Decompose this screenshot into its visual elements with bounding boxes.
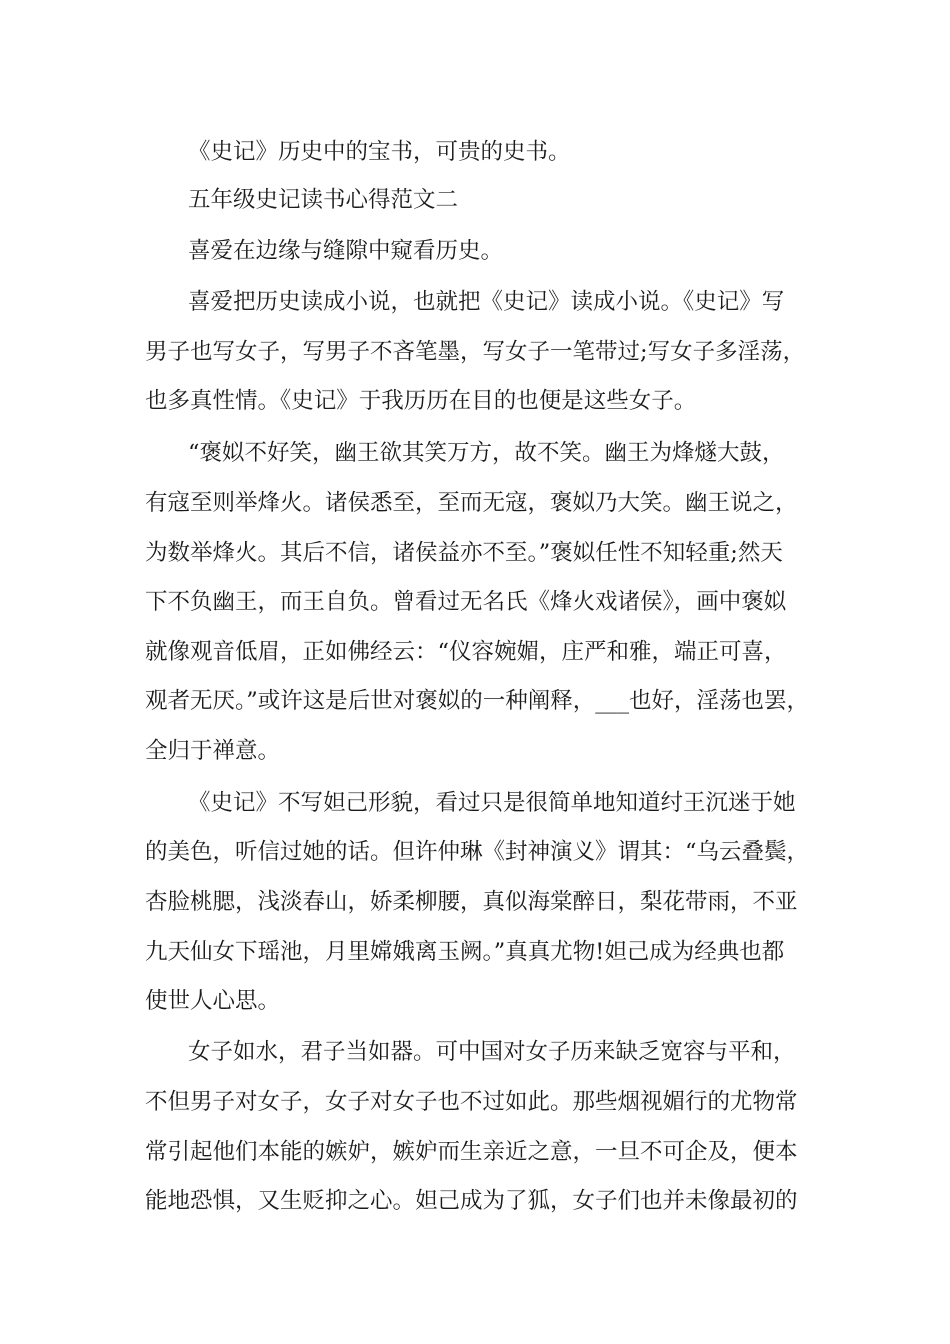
paragraph-line: 就像观音低眉，正如佛经云：“仪容婉媚，庄严和雅，端正可喜， [145, 639, 787, 665]
paragraph-line: 《史记》历史中的宝书，可贵的史书。 [188, 139, 571, 165]
paragraph-line: 观者无厌。”或许这是后世对褒姒的一种阐释，___也好，淫荡也罢， [145, 688, 810, 714]
paragraph-line: 喜爱把历史读成小说，也就把《史记》读成小说。《史记》写 [188, 289, 785, 315]
paragraph-line: 女子如水，君子当如器。可中国对女子历来缺乏宽容与平和， [188, 1039, 796, 1065]
paragraph-line: 《史记》不写妲己形貌，看过只是很简单地知道纣王沉迷于她 [188, 790, 796, 816]
paragraph-line: 下不负幽王，而王自负。曾看过无名氏《烽火戏诸侯》，画中褒姒 [145, 589, 787, 615]
paragraph-line: 也多真性情。《史记》于我历历在目的也便是这些女子。 [145, 388, 697, 414]
paragraph-line: 常引起他们本能的嫉妒，嫉妒而生亲近之意，一旦不可企及，便本 [145, 1139, 798, 1165]
paragraph-line: 能地恐惧，又生贬抑之心。妲己成为了狐，女子们也并未像最初的 [145, 1188, 798, 1214]
paragraph-line: “褒姒不好笑，幽王欲其笑万方，故不笑。幽王为烽燧大鼓， [188, 440, 785, 466]
paragraph-line: 男子也写女子，写男子不吝笔墨，写女子一笔带过;写女子多淫荡， [145, 339, 806, 365]
section-heading: 五年级史记读书心得范文二 [188, 187, 459, 213]
paragraph-line: 杏脸桃腮，浅淡春山，娇柔柳腰，真似海棠醉日，梨花带雨，不亚 [145, 889, 798, 915]
paragraph-line: 全归于禅意。 [145, 738, 281, 764]
paragraph-line: 为数举烽火。其后不信，诸侯益亦不至。”褒姒任性不知轻重;然天 [145, 540, 783, 566]
paragraph-line: 喜爱在边缘与缝隙中窥看历史。 [188, 238, 504, 264]
paragraph-line: 的美色，听信过她的话。但许仲琳《封神演义》谓其：“乌云叠鬓， [145, 839, 810, 865]
paragraph-line: 使世人心思。 [145, 988, 281, 1014]
paragraph-line: 九天仙女下瑶池，月里嫦娥离玉阙。”真真尤物!妲己成为经典也都 [145, 939, 785, 965]
paragraph-line: 不但男子对女子，女子对女子也不过如此。那些烟视媚行的尤物常 [145, 1089, 798, 1115]
paragraph-line: 有寇至则举烽火。诸侯悉至，至而无寇，褒姒乃大笑。幽王说之， [145, 490, 798, 516]
